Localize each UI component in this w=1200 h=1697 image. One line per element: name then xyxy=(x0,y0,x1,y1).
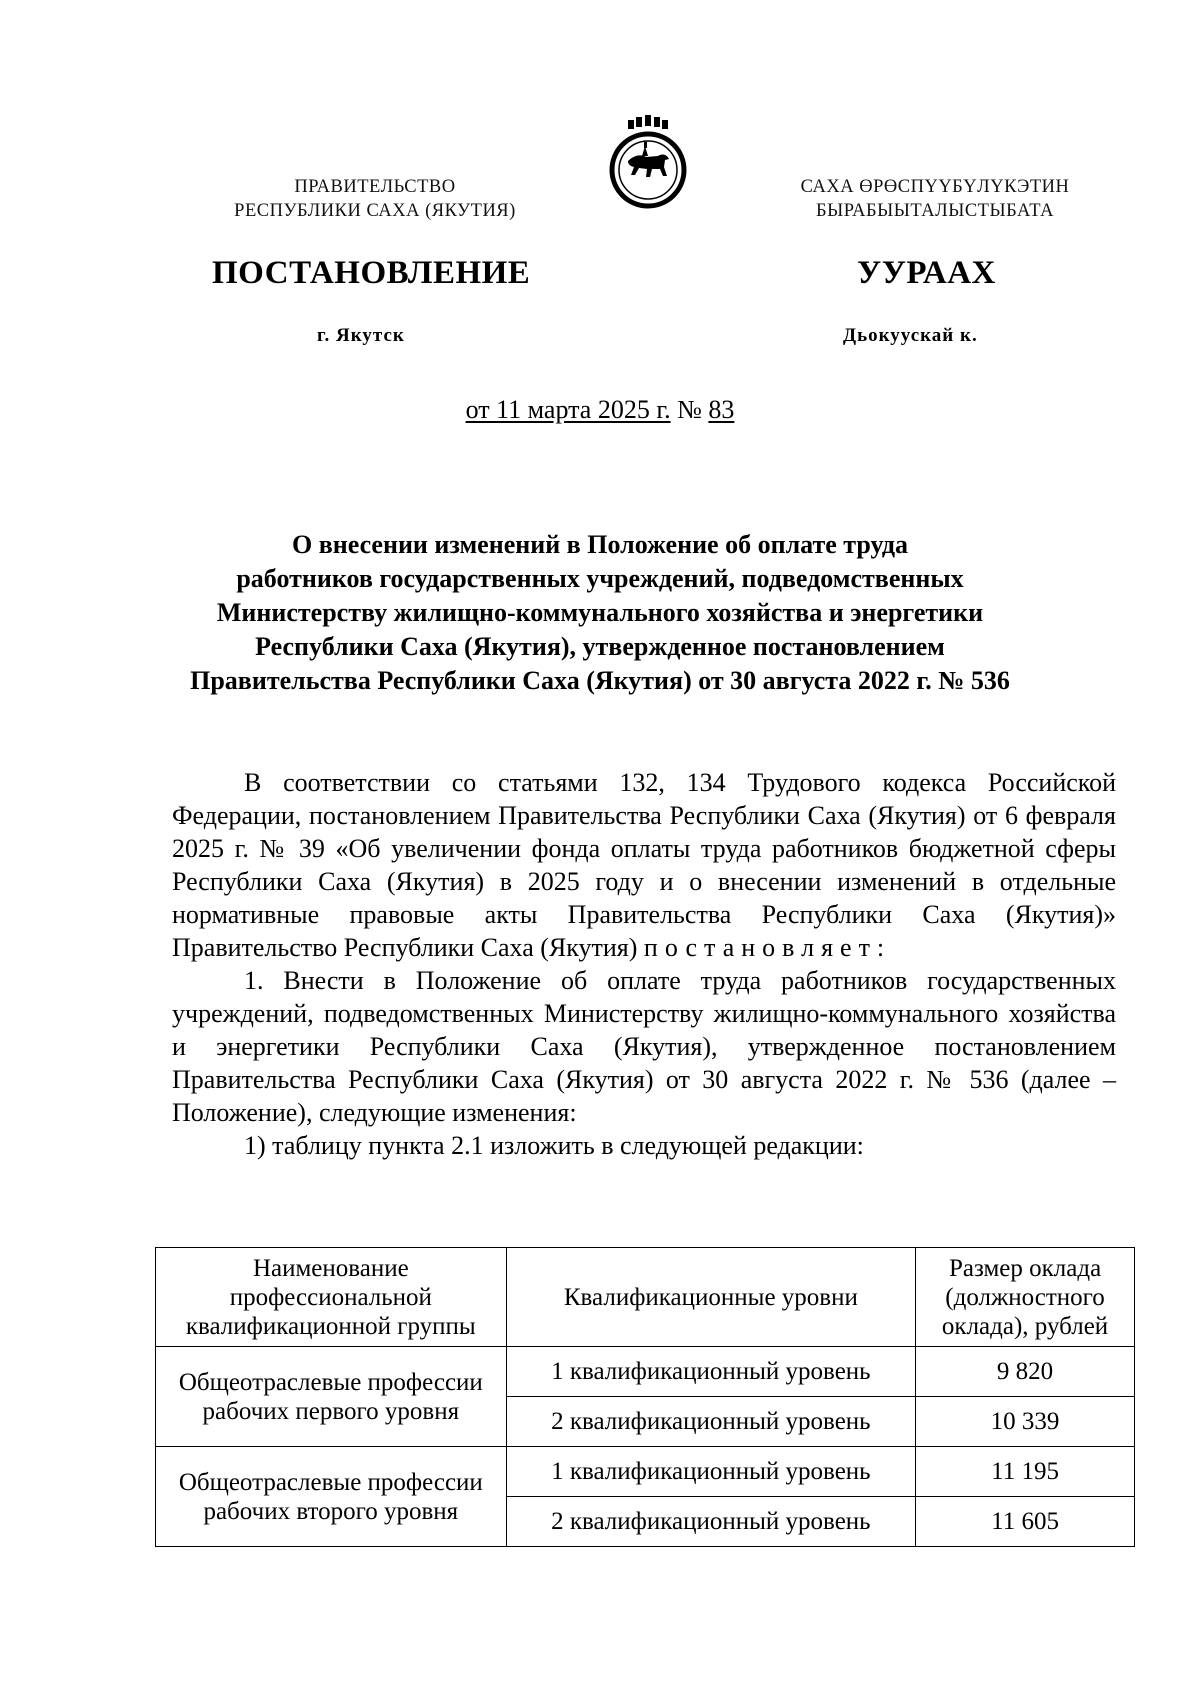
decree-number: 83 xyxy=(708,395,735,424)
right-org-line1: САХА ӨРӨСПҮҮБҮЛҮКЭТИН xyxy=(800,177,1070,197)
salary-cell: 11 195 xyxy=(916,1447,1135,1497)
document-body xyxy=(172,766,1116,1162)
clause-1-paragraph: 1. Внести в Положение об оплате труда работников государственных учреждений, подведомственных Министерству жилищно-коммунального хозяйства и энергетики Республики Саха (Якутия), утвержденное постановлением Правительства Республики Саха (Якутия) от 30 августа 2022 г. № 536 (далее – Положение), следующие изменения: xyxy=(172,966,1116,1127)
preamble-paragraph xyxy=(172,766,1116,964)
group-name-cell: Общеотраслевые профессии рабочих первого уровня xyxy=(156,1347,507,1447)
subclause-1-paragraph: 1) таблицу пункта 2.1 изложить в следующей редакции: xyxy=(244,1131,864,1160)
city-russian: г. Якутск xyxy=(317,325,405,346)
table-header-row xyxy=(156,1248,1135,1347)
level-cell: 1 квалификационный уровень xyxy=(506,1447,915,1497)
right-organization-header xyxy=(725,175,1145,223)
title-line: Республики Саха (Якутия), утвержденное постановлением xyxy=(255,632,945,661)
title-line: работников государственных учреждений, подведомственных xyxy=(236,564,964,593)
doc-type-russian: ПОСТАНОВЛЕНИЕ xyxy=(212,255,531,291)
title-line: О внесении изменений в Положение об оплате труда xyxy=(291,530,909,559)
decree-date: от 11 марта 2025 г. xyxy=(465,395,671,424)
date-number-line xyxy=(0,395,1200,425)
resolves-word: постановляет: xyxy=(643,933,892,962)
number-sign: № xyxy=(677,395,702,424)
salary-table xyxy=(155,1247,1135,1547)
salary-cell: 9 820 xyxy=(916,1347,1135,1397)
level-cell: 2 квалификационный уровень xyxy=(506,1397,915,1447)
title-line: Министерству жилищно-коммунального хозяйства и энергетики xyxy=(216,598,984,627)
salary-cell: 11 605 xyxy=(916,1497,1135,1547)
table-row xyxy=(156,1347,1135,1397)
emblem-icon xyxy=(608,112,688,220)
level-cell: 1 квалификационный уровень xyxy=(506,1347,915,1397)
title-line: Правительства Республики Саха (Якутия) от 30 августа 2022 г. № 536 xyxy=(190,666,1010,695)
header-salary: Размер оклада (должностного оклада), рублей xyxy=(916,1248,1135,1347)
table-row xyxy=(156,1447,1135,1497)
level-cell: 2 квалификационный уровень xyxy=(506,1497,915,1547)
document-title xyxy=(130,528,1070,698)
left-org-line1: ПРАВИТЕЛЬСТВО xyxy=(294,177,456,197)
right-org-line2: БЫРАБЫЫТАЛЫСТЫБАТА xyxy=(816,201,1054,221)
header-group-name: Наименование профессиональной квалификационной группы xyxy=(156,1248,507,1347)
salary-cell: 10 339 xyxy=(916,1397,1135,1447)
doc-type-yakut: УУРААХ xyxy=(857,255,996,291)
group-name-cell: Общеотраслевые профессии рабочих второго уровня xyxy=(156,1447,507,1547)
header-qualification-levels: Квалификационные уровни xyxy=(506,1248,915,1347)
left-org-line2: РЕСПУБЛИКИ САХА (ЯКУТИЯ) xyxy=(234,201,516,221)
preamble-text: В соответствии со статьями 132, 134 Трудового кодекса Российской Федерации, постановлением Правительства Республики Саха (Якутия) от 6 февраля 2025 г. № 39 «Об увеличении фонда оплаты труда работников бюджетной сферы Республики Саха (Якутия) в 2025 году и о внесении изменений в отдельные нормативные правовые акты Правительства Республики Саха (Якутия)» Правительство Республики Саха (Якутия) xyxy=(172,768,1116,962)
left-organization-header xyxy=(165,175,585,223)
city-yakut: Дьокуускай к. xyxy=(843,325,978,346)
